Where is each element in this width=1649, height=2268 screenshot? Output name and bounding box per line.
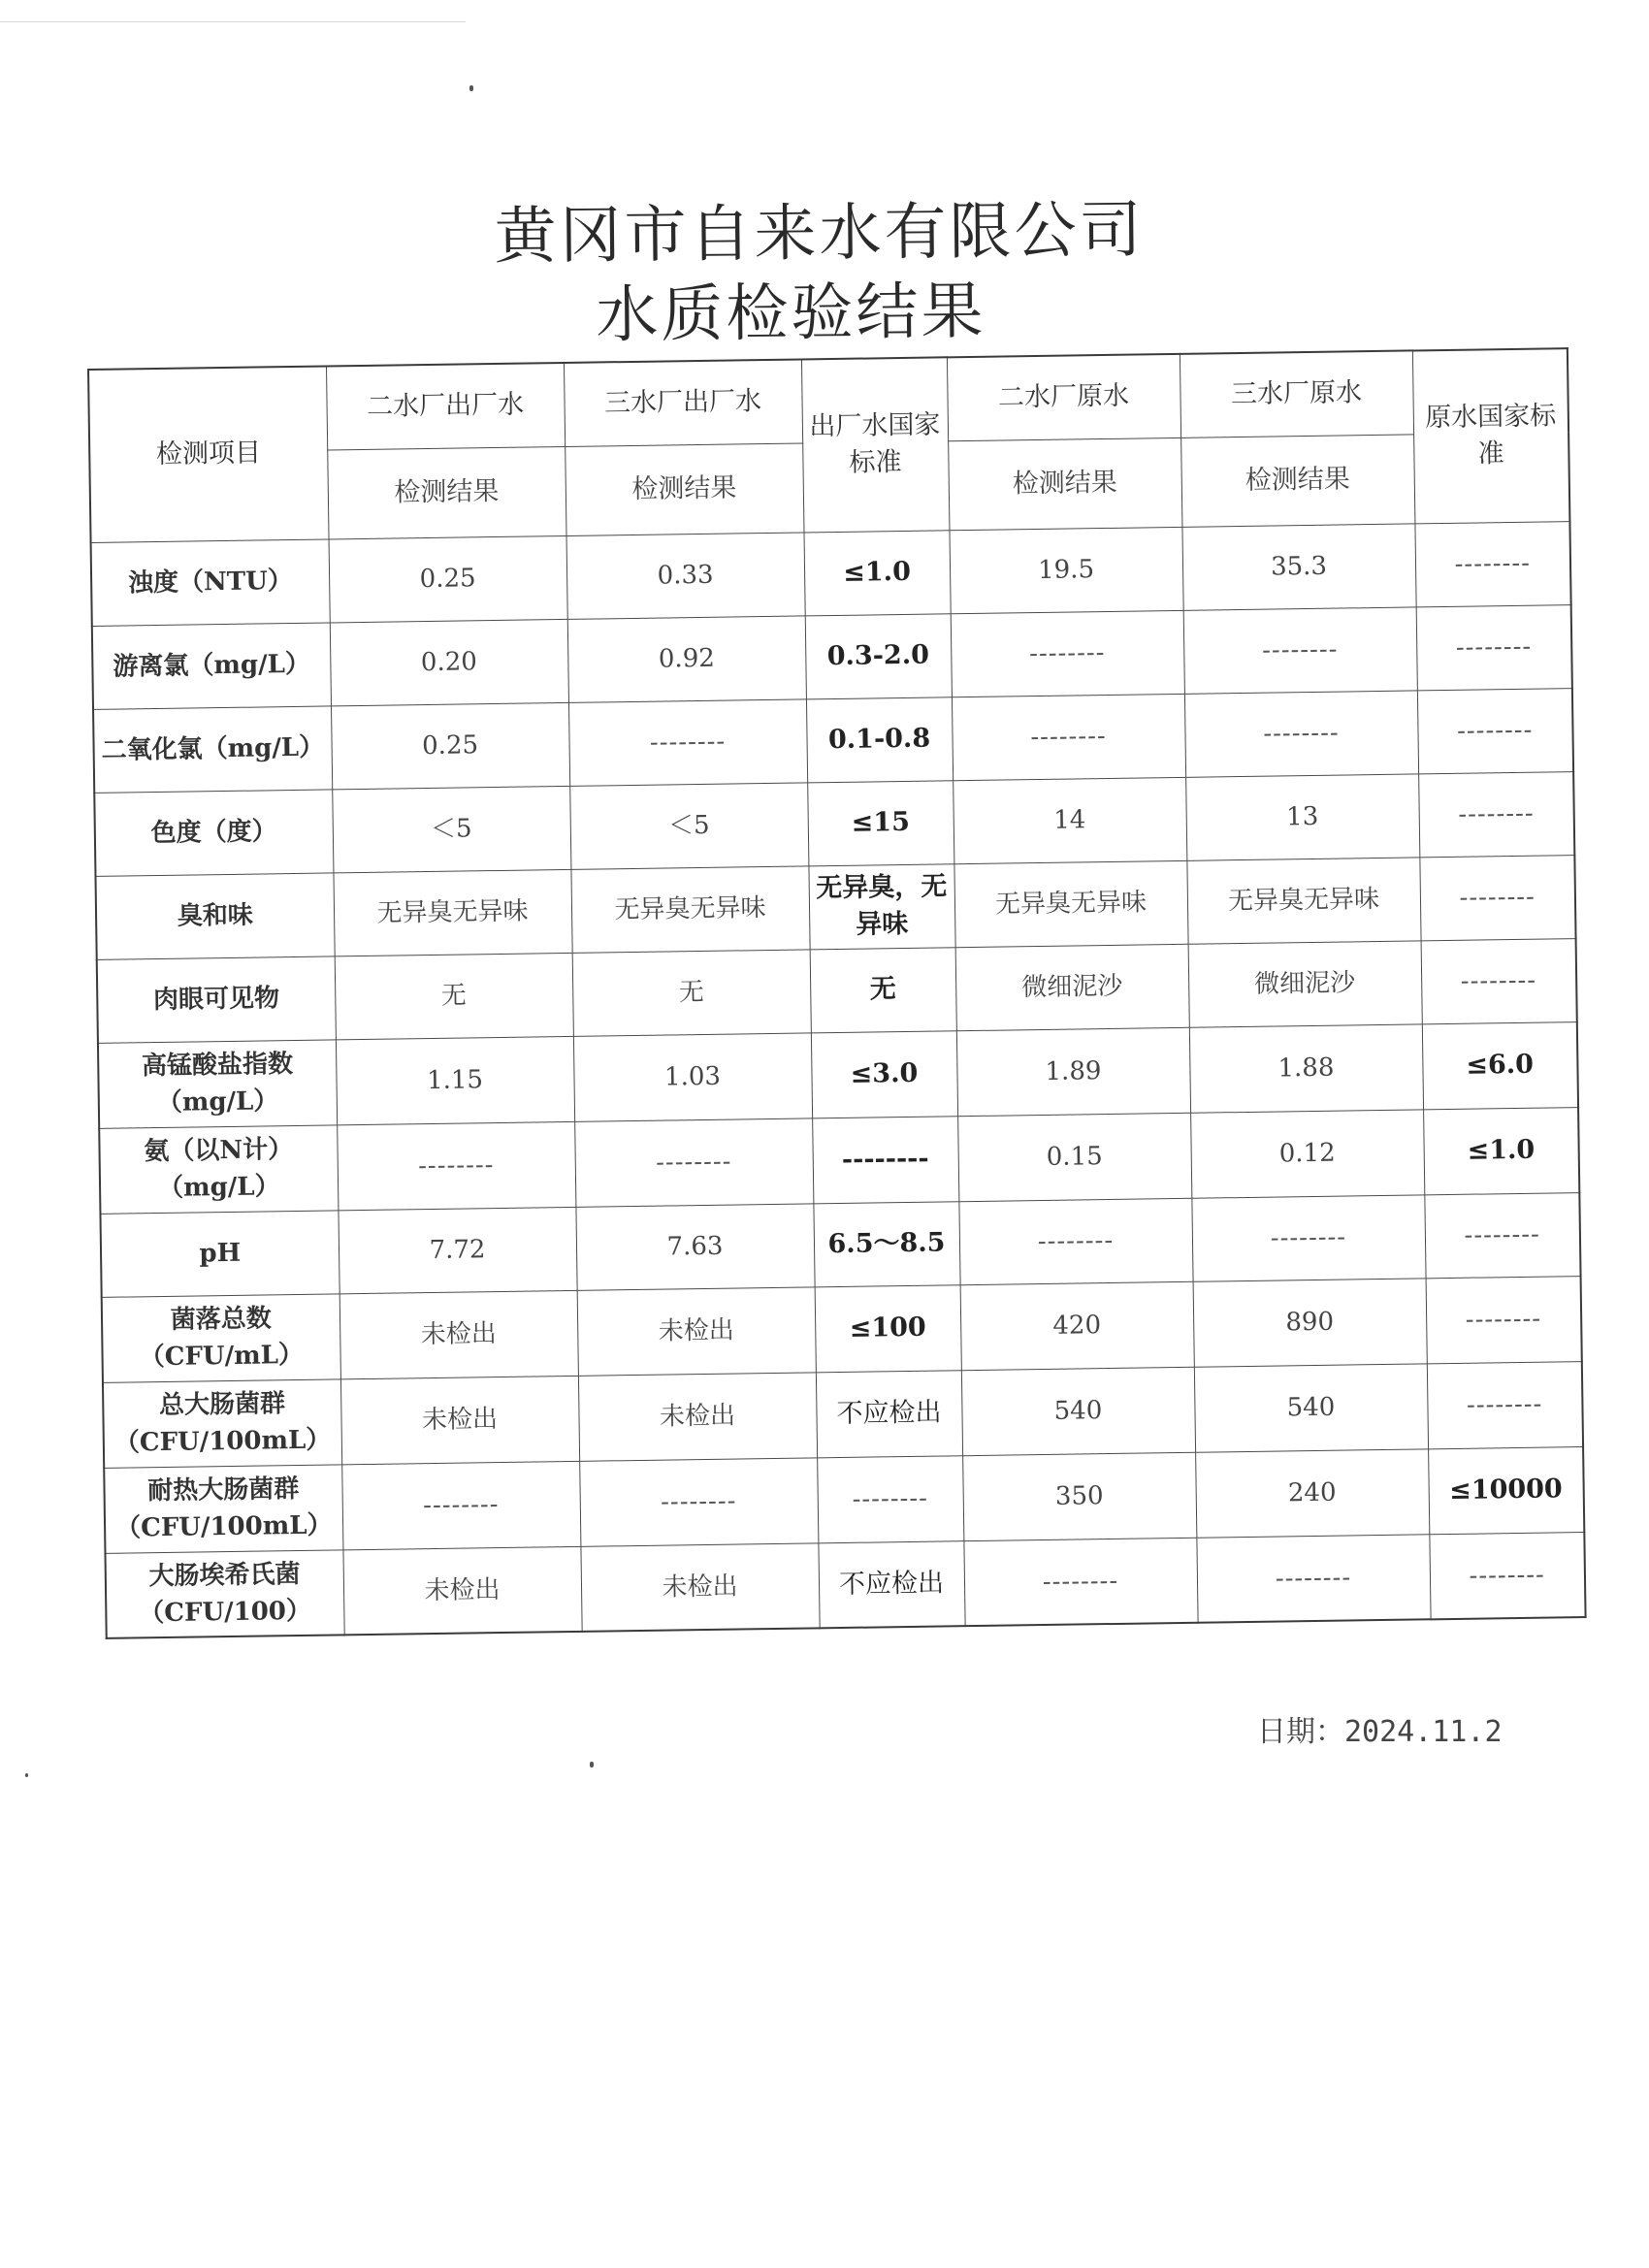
cell-outlet-standard: ≤15 (807, 780, 954, 865)
row-item: 肉眼可见物 (97, 956, 336, 1042)
cell-plant3-raw: 微细泥沙 (1188, 940, 1422, 1026)
cell-outlet-standard: ≤100 (815, 1284, 961, 1372)
cell-plant2-raw: 420 (960, 1281, 1194, 1370)
report-subtitle: 水质检验结果 (596, 275, 986, 352)
cell-outlet-standard: -------- (817, 1455, 963, 1542)
cell-raw-standard: ≤10000 (1428, 1446, 1584, 1534)
cell-plant2-outlet: ＜5 (332, 786, 570, 872)
header-col-plant2-outlet: 二水厂出厂水 (326, 363, 565, 449)
cell-raw-standard: ≤1.0 (1423, 1107, 1579, 1194)
cell-plant3-raw: -------- (1196, 1534, 1430, 1622)
cell-plant2-outlet: -------- (337, 1121, 575, 1210)
row-item: 色度（度） (94, 789, 333, 875)
cell-plant3-raw: 无异臭无异味 (1186, 857, 1420, 943)
cell-plant3-raw: 0.12 (1190, 1109, 1424, 1197)
cell-raw-standard: -------- (1421, 938, 1577, 1023)
row-item: 游离氯（mg/L） (92, 622, 331, 708)
row-item: pH (100, 1210, 339, 1296)
header-col-raw-standard: 原水国家标准 (1412, 348, 1570, 523)
cell-plant3-raw: 240 (1195, 1448, 1429, 1537)
cell-plant3-outlet: 未检出 (577, 1286, 816, 1375)
cell-plant3-outlet: 无 (572, 949, 811, 1035)
cell-plant2-outlet: 无异臭无异味 (333, 869, 571, 956)
cell-outlet-standard: 不应检出 (818, 1540, 964, 1628)
cell-plant3-raw: 13 (1185, 773, 1419, 859)
cell-outlet-standard: 无异臭，无异味 (808, 863, 954, 949)
cell-raw-standard: -------- (1424, 1192, 1580, 1278)
cell-plant2-raw: 540 (961, 1367, 1195, 1455)
row-item: 菌落总数（CFU/mL） (102, 1293, 340, 1381)
cell-raw-standard: -------- (1426, 1276, 1582, 1363)
header-col-plant3-outlet: 三水厂出厂水 (564, 359, 802, 445)
cell-plant2-raw: -------- (952, 694, 1185, 780)
row-item: 氨（以N计）（mg/L） (99, 1124, 338, 1213)
scan-speck (590, 1762, 594, 1767)
row-item: 大肠埃希氏菌（CFU/100） (105, 1549, 343, 1637)
row-item: 臭和味 (95, 872, 334, 958)
cell-plant3-outlet: -------- (579, 1457, 818, 1545)
cell-plant3-raw: 35.3 (1181, 523, 1415, 609)
cell-outlet-standard: 0.1-0.8 (806, 697, 953, 782)
cell-raw-standard: -------- (1429, 1532, 1585, 1619)
cell-plant3-raw: -------- (1191, 1194, 1425, 1280)
cell-plant2-raw: 微细泥沙 (955, 944, 1189, 1030)
cell-plant2-outlet: 0.20 (330, 619, 568, 705)
cell-plant3-raw: -------- (1184, 690, 1418, 776)
cell-plant3-outlet: 0.33 (566, 532, 805, 618)
cell-plant3-raw: -------- (1183, 606, 1417, 693)
row-item: 二氧化氯（mg/L） (93, 705, 332, 792)
cell-raw-standard: -------- (1416, 604, 1572, 690)
cell-plant2-raw: 19.5 (949, 527, 1182, 613)
header-result: 检测结果 (948, 437, 1181, 530)
row-item: 总大肠菌群（CFU/100mL） (103, 1378, 341, 1467)
cell-plant3-outlet: 未检出 (580, 1542, 819, 1631)
cell-plant2-raw: 350 (962, 1452, 1196, 1540)
cell-plant2-raw: 14 (953, 777, 1186, 863)
cell-plant2-outlet: 7.72 (338, 1207, 576, 1293)
cell-plant2-outlet: -------- (341, 1461, 580, 1549)
cell-plant3-outlet: -------- (574, 1118, 813, 1206)
header-col-outlet-standard: 出厂水国家标准 (801, 357, 950, 532)
cell-plant3-outlet: 未检出 (578, 1372, 817, 1460)
header-col-plant3-raw: 三水厂原水 (1180, 350, 1413, 437)
cell-plant3-raw: 540 (1194, 1363, 1428, 1451)
header-result: 检测结果 (1180, 434, 1414, 526)
cell-plant2-outlet: 0.25 (331, 702, 569, 789)
cell-plant2-outlet: 1.15 (336, 1036, 574, 1124)
cell-plant3-outlet: 0.92 (567, 615, 806, 701)
row-item: 浊度（NTU） (91, 538, 330, 625)
header-item: 检测项目 (88, 366, 329, 541)
cell-plant3-outlet: -------- (568, 698, 807, 785)
cell-plant2-raw: 0.15 (957, 1113, 1191, 1201)
cell-plant2-outlet: 未检出 (340, 1376, 579, 1464)
report-date (1257, 1707, 1503, 1750)
scan-speck (469, 85, 473, 91)
document-title (0, 185, 1649, 362)
row-item: 耐热大肠菌群（CFU/100mL） (104, 1464, 342, 1552)
cell-raw-standard: ≤6.0 (1422, 1021, 1578, 1109)
cell-plant2-raw: -------- (951, 610, 1184, 697)
cell-plant3-outlet: 7.63 (575, 1203, 814, 1289)
cell-raw-standard: -------- (1417, 688, 1573, 773)
cell-outlet-standard: ≤3.0 (811, 1030, 957, 1118)
header-result: 检测结果 (565, 442, 803, 535)
cell-outlet-standard: 0.3-2.0 (805, 613, 952, 698)
cell-outlet-standard: ≤1.0 (803, 530, 950, 615)
cell-outlet-standard: -------- (812, 1116, 958, 1203)
company-name: 黄冈市自来水有限公司 (494, 194, 1145, 274)
cell-plant3-raw: 890 (1193, 1278, 1427, 1366)
cell-outlet-standard: 无 (810, 947, 956, 1032)
cell-raw-standard: -------- (1418, 771, 1574, 857)
cell-raw-standard: -------- (1414, 521, 1570, 606)
cell-plant3-outlet: ＜5 (569, 782, 808, 868)
row-item: 高锰酸盐指数（mg/L） (98, 1039, 337, 1127)
cell-plant2-outlet: 未检出 (342, 1546, 581, 1635)
cell-plant2-outlet: 无 (335, 953, 573, 1039)
cell-plant3-outlet: 1.03 (573, 1032, 812, 1120)
cell-plant2-raw: -------- (958, 1198, 1192, 1284)
cell-plant2-raw: -------- (963, 1538, 1197, 1626)
scan-speck (25, 1773, 28, 1777)
scan-edge-line (0, 21, 466, 22)
cell-plant3-outlet: 无异臭无异味 (570, 865, 809, 952)
results-table-wrap (87, 347, 1585, 1639)
water-quality-table (87, 347, 1587, 1639)
date-value: 2024.11.2 (1344, 1715, 1503, 1749)
cell-raw-standard: -------- (1427, 1361, 1583, 1448)
cell-outlet-standard: 不应检出 (816, 1370, 962, 1457)
cell-outlet-standard: 6.5～8.5 (813, 1201, 959, 1286)
header-result: 检测结果 (327, 446, 566, 538)
cell-plant2-raw: 1.89 (956, 1027, 1190, 1116)
date-label: 日期： (1257, 1715, 1344, 1749)
cell-plant2-raw: 无异臭无异味 (954, 860, 1187, 947)
cell-raw-standard: -------- (1419, 855, 1575, 940)
cell-plant2-outlet: 未检出 (340, 1290, 578, 1378)
cell-plant3-raw: 1.88 (1189, 1023, 1423, 1112)
header-col-plant2-raw: 二水厂原水 (947, 354, 1180, 440)
cell-plant2-outlet: 0.25 (329, 535, 567, 622)
